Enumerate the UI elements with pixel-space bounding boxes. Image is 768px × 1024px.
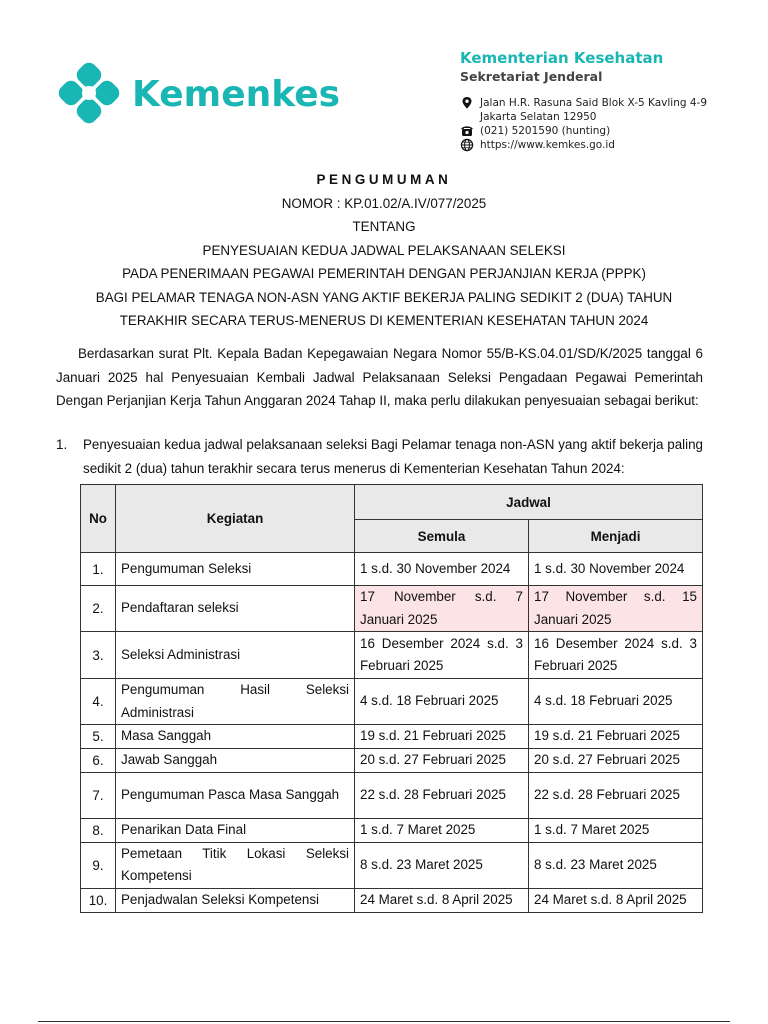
row-menjadi: 8 s.d. 23 Maret 2025 [529, 842, 703, 888]
subject-line: PADA PENERIMAAN PEGAWAI PEMERINTAH DENGAN PERJANJIAN KERJA (PPPK) [122, 266, 646, 281]
row-no: 8. [81, 818, 116, 842]
table-row [81, 842, 703, 888]
table-row [81, 679, 703, 725]
logo-wordmark: Kemenkes [132, 73, 341, 115]
row-no: 10. [81, 888, 116, 912]
row-semula: 4 s.d. 18 Februari 2025 [355, 679, 529, 725]
website-row [460, 138, 707, 152]
header-kegiatan: Kegiatan [116, 485, 355, 553]
phone-number: (021) 5201590 (hunting) [480, 125, 611, 137]
address-row [460, 96, 707, 124]
row-no: 9. [81, 842, 116, 888]
row-menjadi: 1 s.d. 7 Maret 2025 [529, 818, 703, 842]
row-no: 6. [81, 748, 116, 772]
row-kegiatan: Jawab Sanggah [116, 748, 355, 772]
row-kegiatan: Penjadwalan Seleksi Kompetensi [116, 888, 355, 912]
subject-line: PENYESUAIAN KEDUA JADWAL PELAKSANAAN SELEKSI [202, 242, 566, 258]
row-kegiatan: Seleksi Administrasi [116, 632, 355, 679]
location-pin-icon [460, 96, 474, 110]
contact-info [460, 96, 707, 152]
row-semula: 22 s.d. 28 Februari 2025 [355, 772, 529, 818]
row-semula: 19 s.d. 21 Februari 2025 [355, 725, 529, 749]
table-row [81, 553, 703, 586]
ministry-subtitle: Sekretariat Jenderal [460, 69, 603, 84]
list-item-text: Penyesuaian kedua jadwal pelaksanaan seleksi Bagi Pelamar tenaga non-ASN yang aktif bekerja paling sedikit 2 (dua) tahun terakhir secara terus menerus di Kementerian Kesehatan Tahun 2024: [83, 437, 703, 476]
row-semula: 17 November s.d. 7 Januari 2025 [355, 586, 529, 632]
row-kegiatan: Pendaftaran seleksi [116, 586, 355, 632]
table-row [81, 725, 703, 749]
row-menjadi: 1 s.d. 30 November 2024 [529, 553, 703, 586]
address-line-2: Jakarta Selatan 12950 [480, 111, 597, 123]
subject-line: TERAKHIR SECARA TERUS-MENERUS DI KEMENTERIAN KESEHATAN TAHUN 2024 [119, 313, 649, 328]
announcement-about: TENTANG [352, 219, 416, 234]
row-menjadi: 16 Desember 2024 s.d. 3 Februari 2025 [529, 632, 703, 679]
phone-row [460, 124, 707, 138]
row-semula: 8 s.d. 23 Maret 2025 [355, 842, 529, 888]
row-kegiatan: Pemetaan Titik Lokasi Seleksi Kompetensi [116, 842, 355, 888]
announcement-title: PENGUMUMAN [316, 172, 452, 187]
header-menjadi: Menjadi [529, 520, 703, 553]
table-row [81, 818, 703, 842]
table-row [81, 888, 703, 912]
row-no: 2. [81, 586, 116, 632]
header-semula: Semula [355, 520, 529, 553]
kemenkes-logo-mark-icon [56, 60, 124, 128]
table-row [81, 772, 703, 818]
row-menjadi: 17 November s.d. 15 Januari 2025 [529, 586, 703, 632]
ministry-contact-block [460, 48, 707, 152]
globe-icon [460, 138, 474, 152]
row-semula: 24 Maret s.d. 8 April 2025 [355, 888, 529, 912]
phone-icon [460, 124, 474, 138]
address-line-1: Jalan H.R. Rasuna Said Blok X-5 Kavling 4-9 [480, 97, 708, 109]
row-menjadi: 24 Maret s.d. 8 April 2025 [529, 888, 703, 912]
row-no: 7. [81, 772, 116, 818]
ministry-name: Kementerian Kesehatan [460, 49, 664, 67]
row-no: 5. [81, 725, 116, 749]
row-menjadi: 20 s.d. 27 Februari 2025 [529, 748, 703, 772]
row-semula: 16 Desember 2024 s.d. 3 Februari 2025 [355, 632, 529, 679]
row-menjadi: 4 s.d. 18 Februari 2025 [529, 679, 703, 725]
row-semula: 1 s.d. 30 November 2024 [355, 553, 529, 586]
intro-paragraph: Berdasarkan surat Plt. Kepala Badan Kepegawaian Negara Nomor 55/B-KS.04.01/SD/K/2025 tanggal 6 Januari 2025 hal Penyesuaian Kembali Jadwal Pelaksanaan Seleksi Pengadaan Pegawai Pemerintah Dengan Perjanjian Kerja Tahun Anggaran 2024 Tahap II, maka perlu dilakukan penyesuaian sebagai berikut: [56, 346, 703, 408]
row-menjadi: 22 s.d. 28 Februari 2025 [529, 772, 703, 818]
header-no: No [81, 485, 116, 553]
row-semula: 20 s.d. 27 Februari 2025 [355, 748, 529, 772]
row-kegiatan: Masa Sanggah [116, 725, 355, 749]
row-no: 3. [81, 632, 116, 679]
list-item-number: 1. [56, 437, 68, 452]
announcement-title-block [40, 168, 728, 333]
header-jadwal: Jadwal [355, 485, 703, 520]
row-no: 4. [81, 679, 116, 725]
table-row [81, 748, 703, 772]
table-row [81, 632, 703, 679]
row-kegiatan: Pengumuman Hasil Seleksi Administrasi [116, 679, 355, 725]
footer-divider [38, 1021, 730, 1022]
announcement-number: NOMOR : KP.01.02/A.IV/077/2025 [281, 195, 487, 211]
row-menjadi: 19 s.d. 21 Februari 2025 [529, 725, 703, 749]
row-semula: 1 s.d. 7 Maret 2025 [355, 818, 529, 842]
row-no: 1. [81, 553, 116, 586]
kemenkes-logo [56, 60, 340, 128]
row-kegiatan: Penarikan Data Final [116, 818, 355, 842]
website-url[interactable]: https://www.kemkes.go.id [480, 139, 615, 151]
schedule-table [80, 484, 703, 913]
subject-line: BAGI PELAMAR TENAGA NON-ASN YANG AKTIF BEKERJA PALING SEDIKIT 2 (DUA) TAHUN [95, 289, 673, 305]
list-item [56, 433, 703, 480]
table-row-highlighted [81, 586, 703, 632]
row-kegiatan: Pengumuman Pasca Masa Sanggah [116, 772, 355, 818]
row-kegiatan: Pengumuman Seleksi [116, 553, 355, 586]
